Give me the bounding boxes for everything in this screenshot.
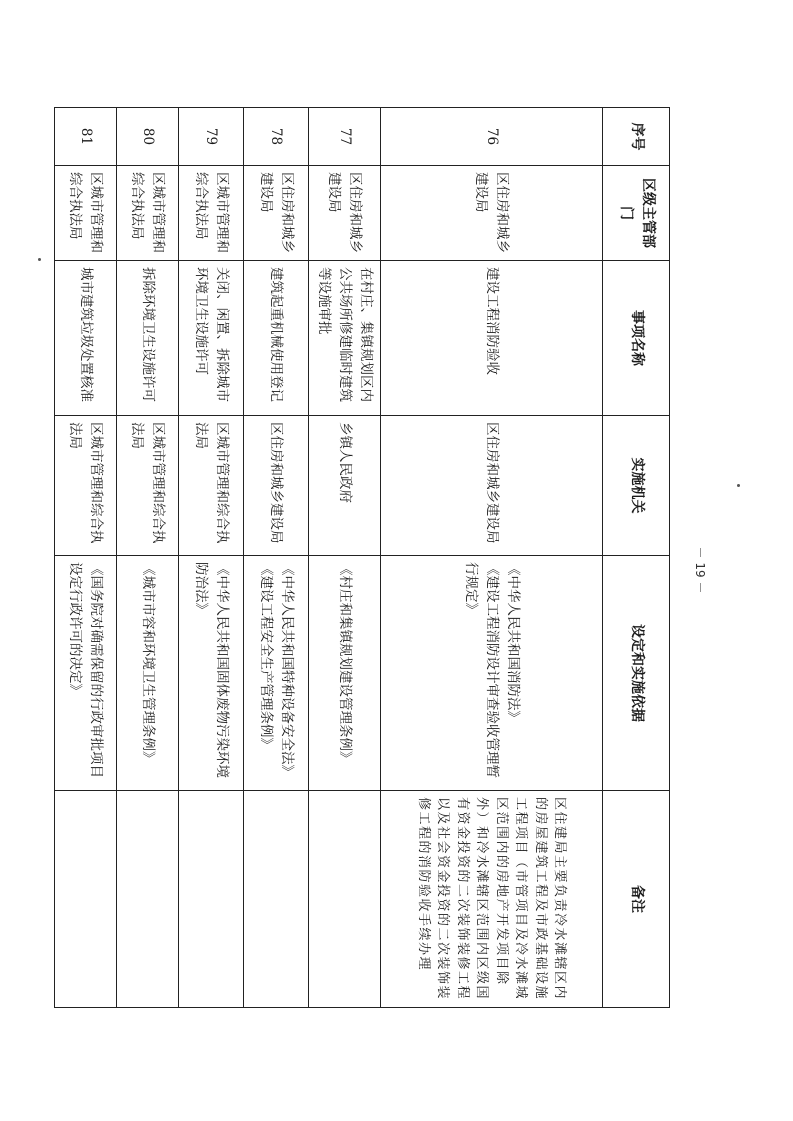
- rotated-table-container: [67, 107, 670, 1007]
- cell-no: 76: [381, 108, 603, 166]
- cell-basis: 《中华人民共和国消防法》 《建设工程消防设计审查验收管理暂行规定》: [381, 556, 603, 791]
- table-row: [179, 108, 244, 1008]
- cell-basis: 《城市市容和环境卫生管理条例》: [117, 556, 179, 791]
- header-dept: 区级主管部门: [603, 166, 670, 261]
- cell-no: 79: [179, 108, 244, 166]
- cell-dept: 区城市管理和综合执法局: [117, 166, 179, 261]
- cell-basis: 《国务院对确需保留的行政审批项目设定行政许可的决定》: [55, 556, 117, 791]
- cell-note: 区住建局主要负责冷水滩辖区内的房屋建筑工程及市政基础设施工程项目（市管项目及冷水滩城区范围内的房地产开发项目除外）和冷水滩辖区范围内区级国有资金投资的二次装饰装修工程以及社会资金投资的二次装饰装修工程的消防验收手续办理: [381, 791, 603, 1008]
- cell-dept: 区住房和城乡建设局: [309, 166, 381, 261]
- cell-item: 拆除环境卫生设施许可: [117, 261, 179, 416]
- scan-speck: [38, 258, 41, 261]
- cell-agency: 区城市管理和综合执法局: [117, 416, 179, 556]
- cell-note: [55, 791, 117, 1008]
- cell-no: 77: [309, 108, 381, 166]
- cell-basis: 《中华人民共和国固体废物污染环境防治法》: [179, 556, 244, 791]
- scan-speck: [737, 484, 740, 487]
- cell-item: 关闭、闲置、拆除城市环境卫生设施许可: [179, 261, 244, 416]
- cell-note: [179, 791, 244, 1008]
- cell-agency: 区城市管理和综合执法局: [55, 416, 117, 556]
- header-basis: 设定和实施依据: [603, 556, 670, 791]
- table-row: [244, 108, 309, 1008]
- table-row: [309, 108, 381, 1008]
- header-note: 备注: [603, 791, 670, 1008]
- table-row: [381, 108, 603, 1008]
- cell-item: 在村庄、集镇规划区内公共场所修建临时建筑等设施审批: [309, 261, 381, 416]
- cell-agency: 区住房和城乡建设局: [244, 416, 309, 556]
- cell-dept: 区城市管理和综合执法局: [55, 166, 117, 261]
- header-agency: 实施机关: [603, 416, 670, 556]
- cell-item: 建筑起重机械使用登记: [244, 261, 309, 416]
- cell-basis: 《中华人民共和国特种设备安全法》 《建设工程安全生产管理条例》: [244, 556, 309, 791]
- cell-agency: 区城市管理和综合执法局: [179, 416, 244, 556]
- cell-no: 81: [55, 108, 117, 166]
- cell-dept: 区住房和城乡建设局: [244, 166, 309, 261]
- page-number: － 19 －: [693, 546, 707, 594]
- header-item: 事项名称: [603, 261, 670, 416]
- cell-no: 78: [244, 108, 309, 166]
- cell-dept: 区住房和城乡建设局: [381, 166, 603, 261]
- cell-note: [309, 791, 381, 1008]
- table-header-row: [603, 108, 670, 1008]
- cell-no: 80: [117, 108, 179, 166]
- table-row: [117, 108, 179, 1008]
- cell-basis: 《村庄和集镇规划建设管理条例》: [309, 556, 381, 791]
- approval-items-table: [54, 107, 670, 1008]
- cell-note: [117, 791, 179, 1008]
- header-no: 序号: [603, 108, 670, 166]
- cell-agency: 乡镇人民政府: [309, 416, 381, 556]
- cell-item: 城市建筑垃圾处置核准: [55, 261, 117, 416]
- cell-item: 建设工程消防验收: [381, 261, 603, 416]
- table-row: [55, 108, 117, 1008]
- cell-dept: 区城市管理和综合执法局: [179, 166, 244, 261]
- cell-note: [244, 791, 309, 1008]
- cell-agency: 区住房和城乡建设局: [381, 416, 603, 556]
